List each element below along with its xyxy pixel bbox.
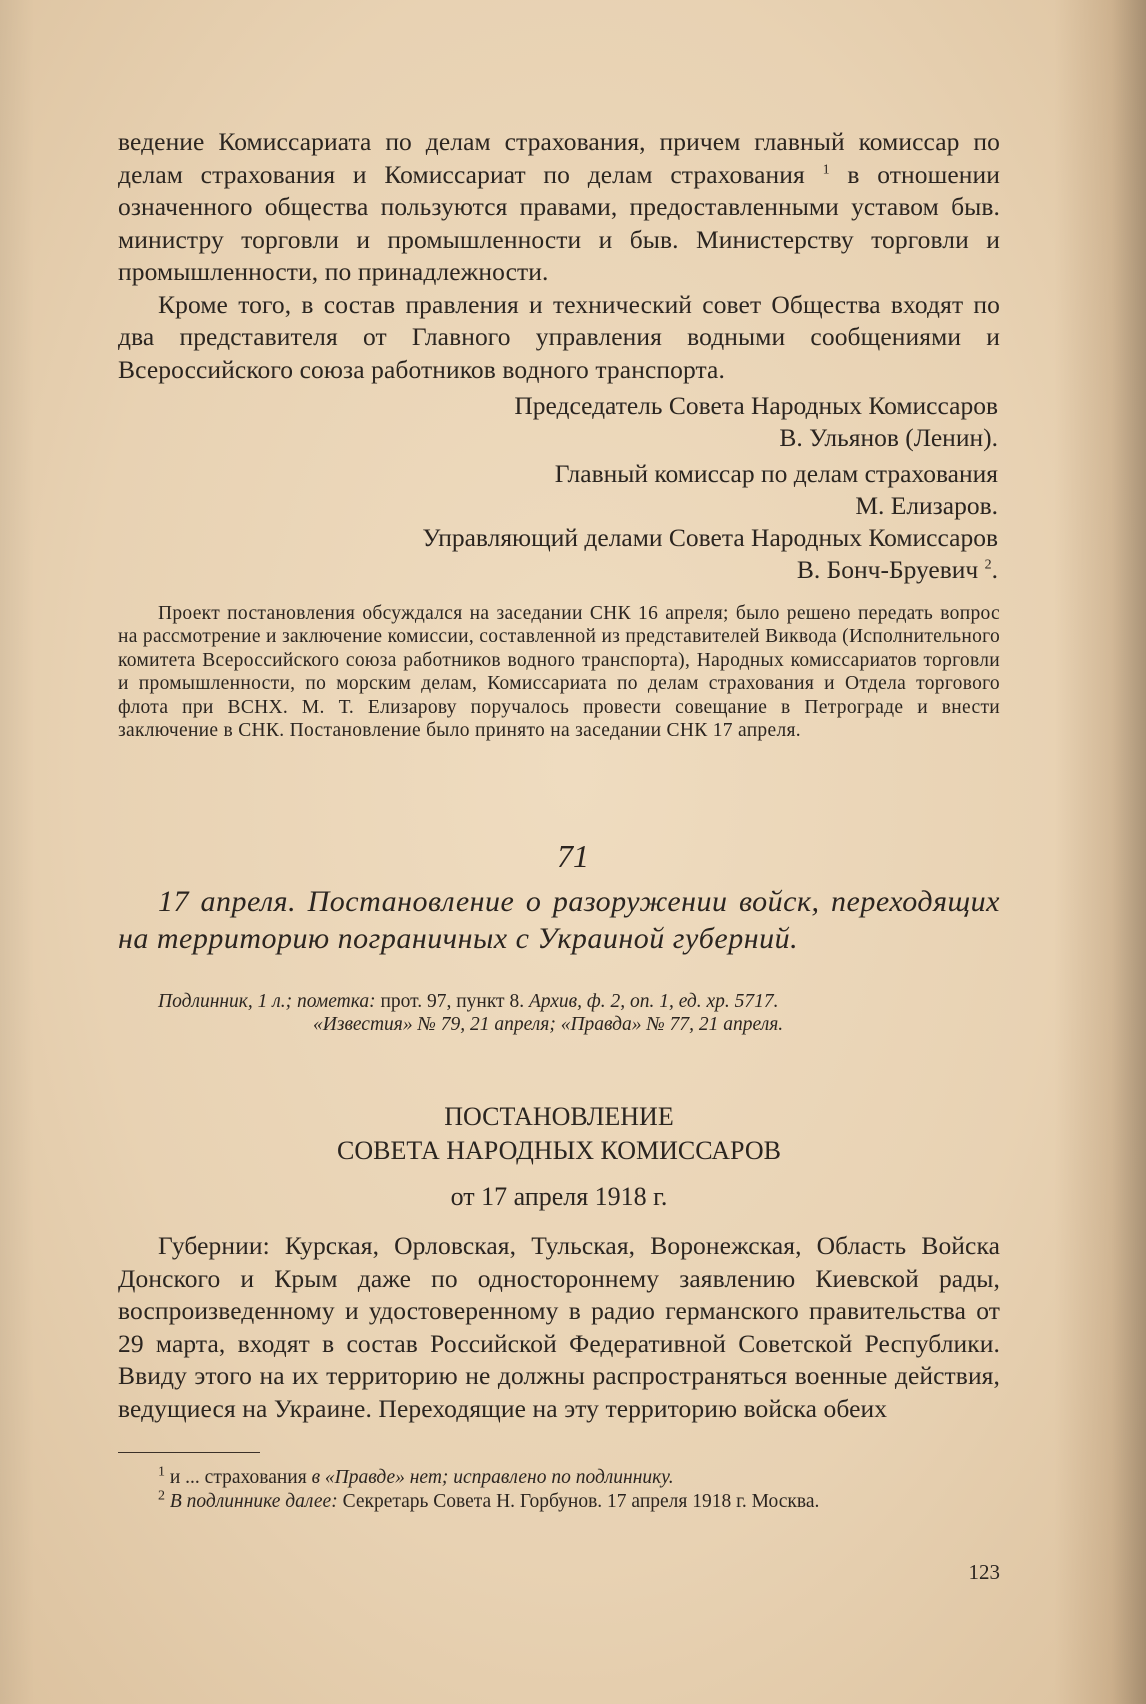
title-line: ПОСТАНОВЛЕНИЕ: [444, 1102, 674, 1131]
footnotes: [118, 1466, 1000, 1514]
footnote-mark: 1: [822, 162, 830, 177]
paragraph: ведение Комиссариата по делам страхования, причем главный комиссар по делам страхования и Комиссариат по делам страхования $^1$ в отношении означенного общества пользуются правами, предоставленными уставом быв. министру торговли и промышленности и быв. Министерству торговли и промышленности, по принадлежности.: [118, 127, 1000, 286]
signature-title: Управляющий делами Совета Народных Комиссаров: [422, 523, 998, 552]
editorial-note: Проект постановления обсуждался на заседании СНК 16 апреля; было решено передать вопрос на рассмотрение и заключение комиссии, составленной из представителей Викводa (Исполнительного комитета Всероссийского союза работников водного транспорта), Народных комиссариатов торговли и промышленности, по морским делам, Комиссариата по делам страхования и Отдела торгового флота при ВСНХ. М. Т. Елизарову поручалось провести совещание в Петрограде и внести заключение в СНК. Постановление было принято на заседании СНК 17 апреля.: [118, 603, 1000, 742]
resolution-text: Губернии: Курская, Орловская, Тульская, Воронежская, Область Войска Донского и Крым даже по одностороннему заявлению Киевской рады, воспроизведенному и удостоверенному в радио германского правительства от 29 марта, входят в состав Российской Федеративной Советской Республики. Ввиду этого на их территорию не должны распространяться военные действия, ведущиеся на Украине. Переходящие на эту территорию войска обеих: [118, 1231, 1000, 1423]
source-archive: Подлинник, 1 л.; пометка: прот. 97, пункт 8. Архив, ф. 2, оп. 1, ед. хр. 5717.: [158, 991, 779, 1012]
resolution-title: [118, 1100, 1000, 1214]
paragraph: Кроме того, в состав правления и технический совет Общества входят по два представителя от Главного управления водными сообщениями и Всероссийского союза работников водного транспорта.: [118, 289, 1000, 384]
signature-name: В. Ульянов (Ленин).: [779, 423, 998, 452]
document-source: [118, 990, 1000, 1036]
page-number: 123: [968, 1560, 1000, 1584]
title-line: СОВЕТА НАРОДНЫХ КОМИССАРОВ: [337, 1136, 781, 1165]
footnote: $^1$ и ... страхования в «Правде» нет; исправлено по подлиннику.: [158, 1464, 674, 1488]
resolution-date: от 17 апреля 1918 г.: [450, 1182, 668, 1211]
signature-block: Управляющий делами Совета Народных Комиссаров В. Бонч-Бруевич $^2$.: [422, 523, 998, 584]
footnote: $^2$ В подлиннике далее: Секретарь Совета Н. Горбунов. 17 апреля 1918 г. Москва.: [158, 1488, 820, 1512]
signature-name: В. Бонч-Бруевич: [796, 555, 979, 584]
body-text-top: [118, 126, 1000, 386]
signature-title: Председатель Совета Народных Комиссаров: [514, 391, 998, 420]
signature-name: М. Елизаров.: [855, 491, 998, 520]
signature-block: [514, 390, 998, 454]
signature-block: [555, 458, 998, 522]
signature-title: Главный комиссар по делам страхования: [554, 459, 998, 488]
footnote-mark: 2: [984, 557, 992, 573]
document-number: 71: [557, 838, 589, 874]
footnote-divider: [118, 1452, 260, 1453]
document-heading: 17 апреля. Постановление о разоружении войск, переходящих на территорию пограничных с Украиной губерний.: [118, 885, 1000, 955]
source-publications: «Известия» № 79, 21 апреля; «Правда» № 77, 21 апреля.: [313, 1014, 784, 1035]
